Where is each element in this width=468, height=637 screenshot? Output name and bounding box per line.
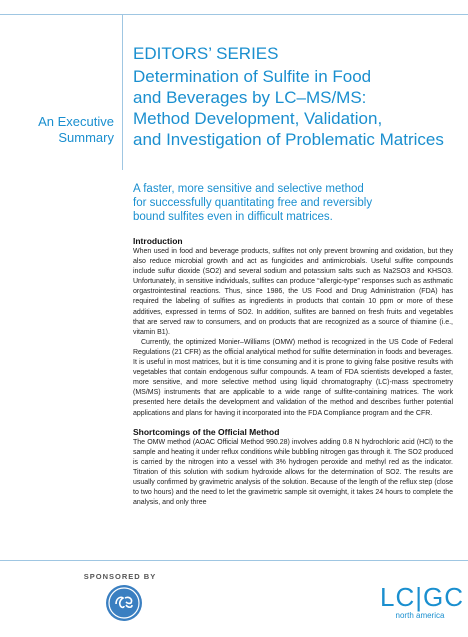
introduction-heading: Introduction xyxy=(133,236,183,246)
shortcomings-paragraph-1: The OMW method (AOAC Official Method 990.28) involves adding 0.8 N hydrochloric acid (HCl) to the sample and heating it under reflux conditions while bubbling nitrogen gas through it. The SO2 produced is carried by the nitrogen into a vessel with 3% hydrogen peroxide and methyl red as the indicator. Titration of this solution with sodium hydroxide allows for the determination of SO2. The results are usually confirmed by gravimetric analysis of the solution. Because of the length of the reflux step (close to two hours) and the need to let the gravimetric sample sit overnight, it takes 24 hours to complete the analysis, and only three xyxy=(133,438,453,507)
tagline: A faster, more sensitive and selective method for successfully quantitating free and reversibly bound sulfites even in difficult matrices. xyxy=(133,183,373,223)
introduction-paragraph-1: When used in food and beverage products, sulfites not only prevent browning and oxidation, but they also reduce microbial growth and act as fungicides and antimicrobials. Useful sulfite compounds include sulfur dioxide (SO2) and several sodium and potassium salts such as Na2SO3 and KHSO3. Unfortunately, in sensitive individuals, sulfites can produce “allergic-type” responses such as asthmatic orgastrointestinal reactions. Thus, since 1986, the US Food and Drug Administration (FDA) has required the labeling of sulfites as ingredients in products that contain 10 ppm or more of these additives, expressed in terms of SO2. In addition, sulfites are banned on fresh fruits and vegetables that are served raw to consumers, and on products that are recognized as a source of thiamine (i.e., vitamin B1). xyxy=(133,248,453,336)
top-divider xyxy=(0,14,468,15)
series-label: EDITORS’ SERIES xyxy=(133,44,279,63)
ge-logo-icon xyxy=(105,584,143,622)
footer-divider xyxy=(0,560,468,561)
header-block xyxy=(133,44,463,150)
article-title: Determination of Sulfite in Food and Beverages by LC–MS/MS: Method Development, Validation, and Investigation of Problematic Matrices xyxy=(133,67,444,149)
shortcomings-heading: Shortcomings of the Official Method xyxy=(133,426,280,437)
executive-summary-label: An Executive Summary xyxy=(38,114,114,145)
lcgc-subtitle: north america xyxy=(395,611,445,620)
lcgc-logo xyxy=(380,582,464,627)
section-gap xyxy=(133,419,453,427)
introduction-paragraph-2: Currently, the optimized Monier–Williams (OMW) method is recognized in the US Code of Federal Regulations (21 CFR) as the official analytical method for sulfite determination in foods and beverages. It is useful in most matrices, but it is time consuming and it is prone to giving false positive results with vegetables that contain endogenous sulfur compounds. A team of FDA scientists developed a faster, more sensitive, and more selective method using liquid chromatography (LC)-mass spectrometry (MS/MS) instruments that are applicable to a wide range of sulfite-containing matrices. The work presented here details the development and validation of the method and describes further potential applications and plans for having it incorporated into the FDA Compliance program and the CFR. xyxy=(133,338,453,417)
left-vertical-rule xyxy=(122,14,123,170)
article-body xyxy=(133,236,453,508)
sponsored-by-label: SPONSORED BY xyxy=(83,572,157,581)
lcgc-wordmark: LC|GC xyxy=(380,582,464,612)
